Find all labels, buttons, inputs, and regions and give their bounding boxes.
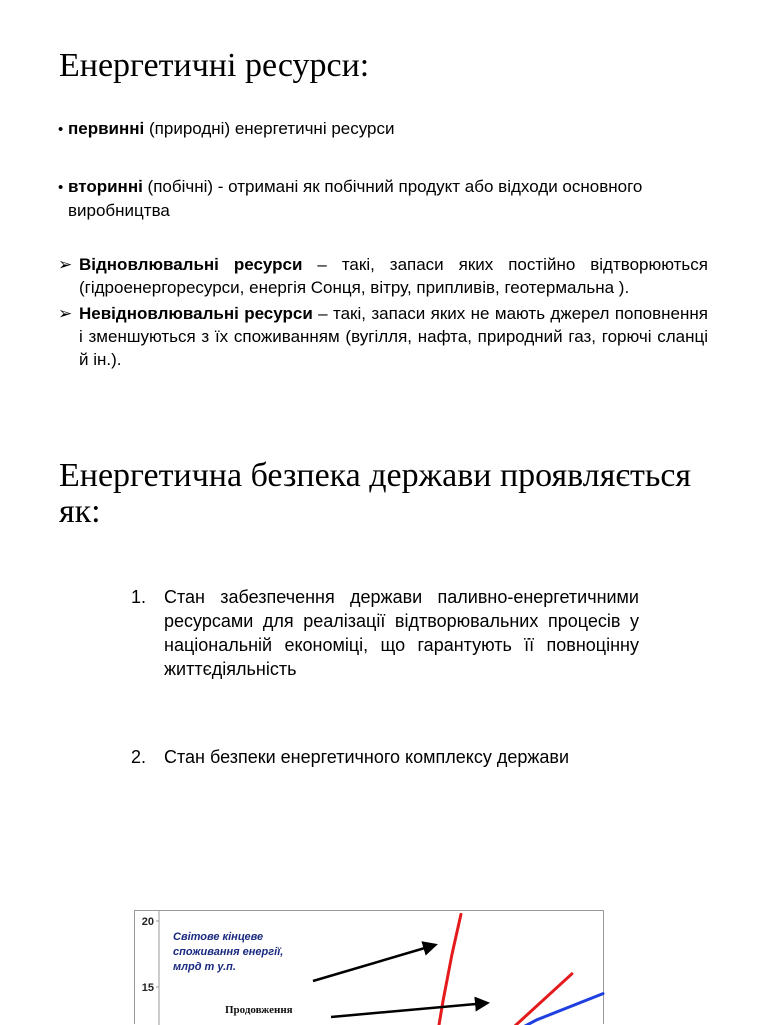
arrow-item-text: – такі, запаси яких не мають джерел поповнення і зменшуються з їх споживанням (вугілля, нафта, природний газ, горючі сланці й ін.). — [79, 304, 708, 369]
bullet-text: (природні) енергетичні ресурси — [144, 119, 395, 138]
section-title-energy-resources: Енергетичні ресурси: — [59, 47, 370, 84]
bullet-secondary-resources — [58, 175, 698, 222]
annotation-arrow-1 — [313, 945, 435, 981]
y-tick-label: 15 — [141, 982, 154, 994]
bullet-dot-icon: • — [58, 121, 64, 138]
numbered-item-2 — [131, 745, 639, 769]
series-line-2 — [474, 974, 572, 1025]
arrow-item-nonrenewable — [58, 302, 708, 371]
annotation-line: млрд т у.п. — [173, 961, 236, 973]
bullet-bold-term: первинні — [68, 119, 145, 138]
item-text: Стан безпеки енергетичного комплексу держави — [164, 747, 570, 767]
arrow-bullet-icon: ➢ — [58, 255, 73, 274]
bullet-dot-icon: • — [58, 179, 64, 196]
item-number: 2. — [131, 747, 147, 767]
series-line-3 — [474, 994, 603, 1025]
annotation-arrow-2 — [331, 1003, 487, 1017]
arrow-item-bold-term: Відновлювальні ресурси — [79, 255, 303, 274]
bullet-primary-resources — [58, 117, 698, 141]
section-title-energy-security: Енергетична безпека держави проявляється як: — [59, 457, 692, 530]
bullet-text: (побічні) - отримані як побічний продукт або відходи основного виробництва — [68, 177, 643, 220]
numbered-item-1 — [131, 585, 639, 681]
y-tick-label: 20 — [141, 916, 154, 928]
item-text: Стан забезпечення держави паливно-енергетичними ресурсами для реалізації відтворювальних процесів у національній економіці, що гарантують її повноцінну життєдіяльність — [164, 587, 639, 679]
bullet-bold-term: вторинні — [68, 177, 143, 196]
chart-canvas — [135, 911, 605, 1025]
annotation-line: Світове кінцеве — [173, 931, 264, 943]
arrow-item-renewable — [58, 253, 708, 299]
energy-consumption-chart — [134, 910, 604, 1024]
arrow-item-text: – такі, запаси яких постійно відтворюються (гідроенергоресурси, енергія Сонця, вітру, припливів, геотермальна ). — [79, 255, 708, 297]
arrow-bullet-icon: ➢ — [58, 304, 73, 323]
item-number: 1. — [131, 587, 147, 607]
annotation-line: споживання енергії, — [173, 946, 284, 958]
arrow-item-bold-term: Невідновлювальні ресурси — [79, 304, 313, 323]
annotation-continuation: Продовження — [225, 1004, 293, 1016]
